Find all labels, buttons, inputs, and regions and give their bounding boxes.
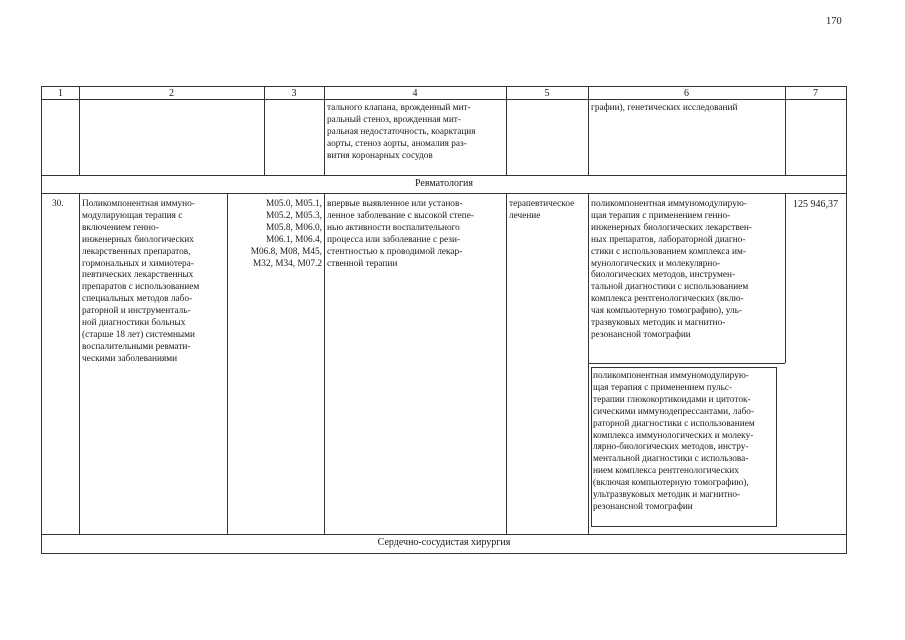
row30-col4: впервые выявленное или установ- ленное заболевание с высокой степе- нью активности воспалительного процесса или заболевание с рези- стентностью к проводимой лекар- ственной терапии — [327, 199, 474, 269]
page-number: 170 — [826, 16, 842, 27]
header-col-2: 2 — [169, 88, 174, 99]
header-col-7: 7 — [813, 88, 818, 99]
section-title-rheumatology: Ревматология — [414, 178, 473, 189]
header-col-5: 5 — [544, 88, 550, 99]
row30-price: 125 946,37 — [793, 199, 838, 210]
header-divider — [42, 99, 846, 100]
section-top-divider — [42, 175, 846, 176]
header-col-1: 1 — [58, 88, 63, 99]
section-bottom-divider — [42, 193, 846, 194]
col-divider — [324, 193, 325, 534]
col-divider — [79, 193, 80, 534]
row30-col5: терапевтическое лечение — [509, 199, 575, 221]
col-divider — [506, 193, 507, 534]
header-col-4: 4 — [412, 88, 418, 99]
col6-split — [588, 363, 785, 364]
col-divider — [785, 193, 786, 363]
row30-col3: М05.0, М05.1, М05.2, М05.3, М05.8, М06.0, М06.1, М06.4, М06.8, М08, М45, М32, М34, М07.2 — [250, 199, 322, 269]
table — [41, 86, 847, 554]
row30-col2: Поликомпонентная иммуно- модулирующая терапия с включением генно- инженерных биологических лекарственных препаратов, гормональных и химиотера- певтических лекарственных препаратов с использованием специальных методов лабо- раторной и инструменталь- ной диагностики больных (старше 18 лет) системными воспалительными ревмати- ческими заболеваниями — [82, 199, 200, 364]
col-divider — [324, 87, 325, 175]
row30-col6-second: поликомпонентная иммуномодулирую- щая терапия с применением пульс- терапии глюкокортикоидами и цитоток- сическими иммунодепрессантами, лабо- раторной диагностики с использованием комплекса иммунологических и молеку- лярно-биологических методов, инстру- ментальной диагностики с использова- нием комплекса рентгенологических (включая компьютерную томографию), ультразвуковых методик и магнитно- резонансной томографии — [593, 371, 755, 512]
row-number: 30. — [52, 199, 64, 209]
row30-col6-first: поликомпонентная иммуномодулирую- щая терапия с применением генно- инженерных биологических лекарствен- ных препаратов, лабораторной диагно- стики с использованием комплекса им- мунологических и молекулярно- биологических методов, инструмен- тальной диагностики с использованием комплекса рентгенологических (вклю- чая компьютерную томографию), уль- тразвуковых методик и магнитно- резонансной томографии — [591, 199, 752, 340]
col-divider — [79, 87, 80, 175]
col-divider — [785, 87, 786, 175]
col-divider — [227, 193, 228, 534]
col-divider — [506, 87, 507, 175]
col-divider — [588, 87, 589, 175]
section-title-cardio-surgery: Сердечно-сосудистая хирургия — [377, 537, 511, 548]
continuation-col6: графии), генетических исследований — [591, 103, 738, 113]
col-divider — [264, 87, 265, 175]
header-col-6: 6 — [684, 88, 689, 99]
header-col-3: 3 — [291, 88, 297, 99]
continuation-col4: тального клапана, врожденный мит- ральный стеноз, врожденная мит- ральная недостаточность, коарктация аорты, стеноз аорты, аномалия раз- вития коронарных сосудов — [327, 103, 476, 161]
bottom-section-divider — [42, 534, 846, 535]
